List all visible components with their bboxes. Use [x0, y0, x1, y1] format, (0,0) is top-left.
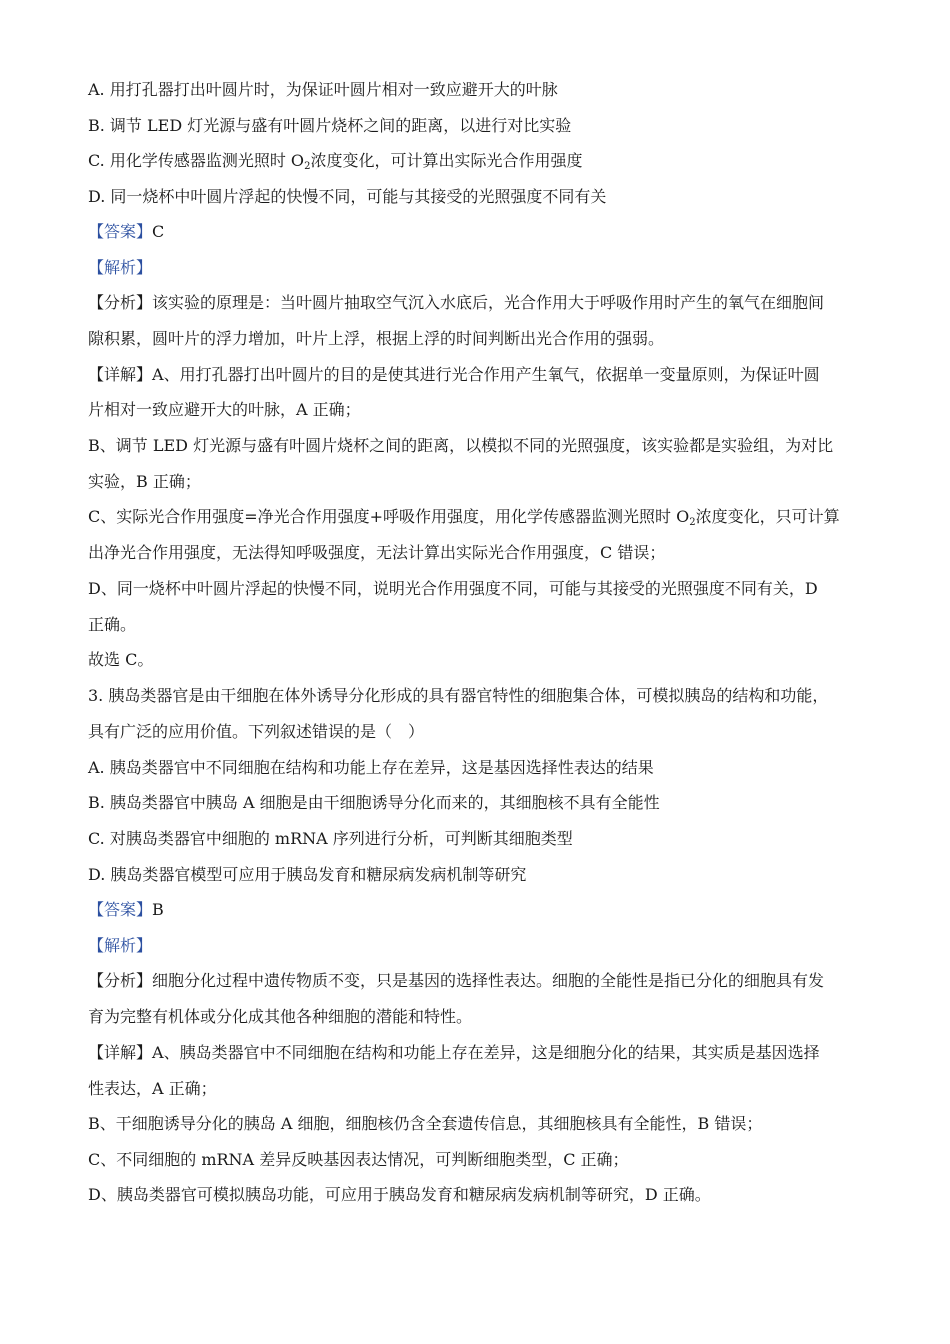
q3-fenxi-tag: 【分析】 [88, 971, 153, 990]
q3-xiangjie-line-4: C、不同细胞的 mRNA 差异反映基因表达情况，可判断细胞类型，C 正确； [88, 1150, 629, 1169]
q3-option-b: B. 胰岛类器官中胰岛 A 细胞是由干细胞诱导分化而来的，其细胞核不具有全能性 [88, 793, 660, 812]
q3-stem-line-1: 3. 胰岛类器官是由干细胞在体外诱导分化形成的具有器官特性的细胞集合体，可模拟胰岛的结构和功能， [88, 686, 829, 705]
q3-xiangjie-line-1 [88, 1041, 820, 1065]
q2-answer [88, 220, 164, 244]
q2-xiangjie-text-5: C、实际光合作用强度=净光合作用强度+呼吸作用强度，用化学传感器监测光照时 O [88, 507, 690, 526]
q2-option-a: A. 用打孔器打出叶圆片时，为保证叶圆片相对一致应避开大的叶脉 [88, 80, 558, 99]
q2-xiangjie-line-5 [88, 505, 840, 529]
q3-fenxi-line-2: 育为完整有机体或分化成其他各种细胞的潜能和特性。 [88, 1007, 473, 1026]
q3-xiangjie-line-2: 性表达，A 正确； [88, 1079, 217, 1098]
q3-answer-tag: 【答案】 [88, 900, 153, 919]
q3-stem-line-2: 具有广泛的应用价值。下列叙述错误的是（ ） [88, 722, 425, 741]
q2-fenxi-line-2: 隙积累，圆叶片的浮力增加，叶片上浮，根据上浮的时间判断出光合作用的强弱。 [88, 329, 665, 348]
q2-jiexi-heading: 【解析】 [88, 258, 153, 277]
q2-xiangjie-line-8: 正确。 [88, 615, 137, 634]
q3-answer [88, 898, 164, 922]
q3-xiangjie-line-5: D、胰岛类器官可模拟胰岛功能，可应用于胰岛发育和糖尿病发病机制等研究，D 正确。 [88, 1185, 711, 1204]
q2-fenxi-tag: 【分析】 [88, 293, 153, 312]
q3-fenxi-line-1 [88, 969, 824, 993]
q2-option-c-text: C. 用化学传感器监测光照时 O [88, 151, 305, 170]
q2-fenxi-text-1: 该实验的原理是：当叶圆片抽取空气沉入水底后，光合作用大于呼吸作用时产生的氧气在细胞间 [152, 293, 825, 312]
q3-jiexi-heading: 【解析】 [88, 936, 153, 955]
q2-xiangjie-line-3: B、调节 LED 灯光源与盛有叶圆片烧杯之间的距离，以模拟不同的光照强度，该实验都是实验组，为对比 [88, 436, 834, 455]
q2-answer-value: C [152, 222, 165, 241]
q2-xiangjie-line-6: 出净光合作用强度，无法得知呼吸强度，无法计算出实际光合作用强度，C 错误； [88, 543, 666, 562]
q2-xiangjie-tail: 浓度变化，只可计算 [695, 507, 840, 526]
q2-xiangjie-line-2: 片相对一致应避开大的叶脉，A 正确； [88, 400, 361, 419]
q3-option-d: D. 胰岛类器官模型可应用于胰岛发育和糖尿病发病机制等研究 [88, 865, 527, 884]
q3-fenxi-text-1: 细胞分化过程中遗传物质不变，只是基因的选择性表达。细胞的全能性是指已分化的细胞具有发 [152, 971, 825, 990]
q2-option-c-subscript: 2 [304, 161, 311, 172]
q2-option-c-tail: 浓度变化，可计算出实际光合作用强度 [310, 151, 583, 170]
q3-xiangjie-tag: 【详解】 [88, 1043, 153, 1062]
q2-option-d: D. 同一烧杯中叶圆片浮起的快慢不同，可能与其接受的光照强度不同有关 [88, 187, 607, 206]
q2-answer-tag: 【答案】 [88, 222, 153, 241]
q2-xiangjie-line-7: D、同一烧杯中叶圆片浮起的快慢不同，说明光合作用强度不同，可能与其接受的光照强度不同有关，D [88, 579, 818, 598]
q3-xiangjie-text-1: A、胰岛类器官中不同细胞在结构和功能上存在差异，这是细胞分化的结果，其实质是基因选择 [152, 1043, 820, 1062]
q2-conclusion: 故选 C。 [88, 650, 154, 669]
q2-xiangjie-text-1: A、用打孔器打出叶圆片的目的是使其进行光合作用产生氧气，依据单一变量原则，为保证叶圆 [152, 365, 820, 384]
q2-option-b: B. 调节 LED 灯光源与盛有叶圆片烧杯之间的距离，以进行对比实验 [88, 116, 572, 135]
q2-option-c [88, 149, 582, 173]
q2-xiangjie-line-1 [88, 363, 820, 387]
q3-xiangjie-line-3: B、干细胞诱导分化的胰岛 A 细胞，细胞核仍含全套遗传信息，其细胞核具有全能性，B 错误； [88, 1114, 763, 1133]
q2-fenxi-line-1 [88, 291, 824, 315]
q2-xiangjie-tag: 【详解】 [88, 365, 153, 384]
q2-xiangjie-subscript: 2 [689, 517, 696, 528]
q3-option-c: C. 对胰岛类器官中细胞的 mRNA 序列进行分析，可判断其细胞类型 [88, 829, 573, 848]
q2-xiangjie-line-4: 实验，B 正确； [88, 472, 201, 491]
q3-answer-value: B [152, 900, 164, 919]
q3-option-a: A. 胰岛类器官中不同细胞在结构和功能上存在差异，这是基因选择性表达的结果 [88, 758, 654, 777]
